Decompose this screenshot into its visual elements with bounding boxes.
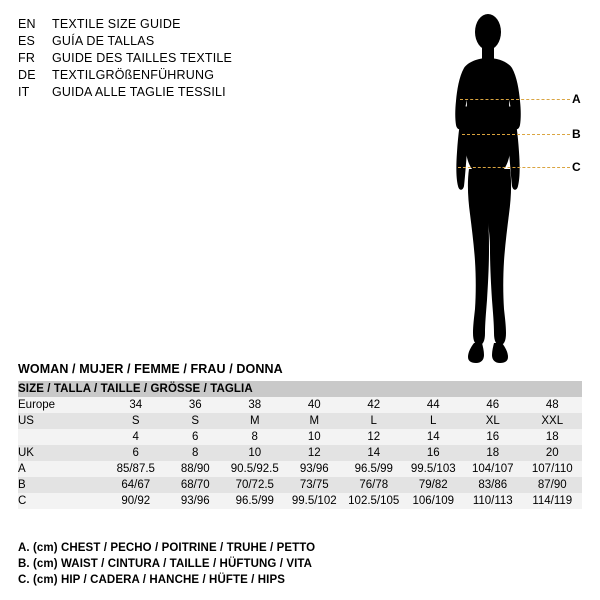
measure-label-b: B — [572, 127, 581, 141]
table-row — [18, 397, 582, 413]
table-cell: XXL — [523, 413, 583, 429]
table-cell: 42 — [344, 397, 404, 413]
table-cell: 10 — [225, 445, 285, 461]
language-header-block — [18, 16, 318, 101]
row-label: B — [18, 477, 106, 493]
row-label: A — [18, 461, 106, 477]
row-label: UK — [18, 445, 106, 461]
table-cell: XL — [463, 413, 523, 429]
table-cell: 46 — [463, 397, 523, 413]
table-cell: 96.5/99 — [344, 461, 404, 477]
table-cell: 107/110 — [523, 461, 583, 477]
language-row — [18, 50, 318, 67]
language-code: IT — [18, 85, 30, 99]
row-label: Europe — [18, 397, 106, 413]
table-cell: 64/67 — [106, 477, 166, 493]
language-code: FR — [18, 51, 36, 65]
table-cell: 90.5/92.5 — [225, 461, 285, 477]
table-cell: 12 — [285, 445, 345, 461]
table-cell: 76/78 — [344, 477, 404, 493]
table-cell: 6 — [106, 445, 166, 461]
table-cell: 68/70 — [166, 477, 226, 493]
language-code: ES — [18, 34, 36, 48]
table-cell: 90/92 — [106, 493, 166, 509]
language-title: GUIDA ALLE TAGLIE TESSILI — [52, 85, 226, 99]
table-cell: 79/82 — [404, 477, 464, 493]
table-cell: 70/72.5 — [225, 477, 285, 493]
table-header-cell: SIZE / TALLA / TAILLE / GRÖSSE / TAGLIA — [18, 381, 582, 397]
language-row — [18, 84, 318, 101]
female-silhouette-icon — [430, 6, 590, 376]
row-label: US — [18, 413, 106, 429]
table-row — [18, 429, 582, 445]
table-cell: L — [404, 413, 464, 429]
table-cell: 99.5/102 — [285, 493, 345, 509]
table-cell: 18 — [523, 429, 583, 445]
female-body-figure — [430, 6, 590, 376]
legend-row-waist: B. (cm) WAIST / CINTURA / TAILLE / HÜFTUNG / VITA — [18, 558, 313, 570]
measure-label-a: A — [572, 92, 581, 106]
table-cell: 16 — [404, 445, 464, 461]
table-cell: S — [166, 413, 226, 429]
measure-line-hip — [458, 167, 570, 168]
measure-label-c: C — [572, 160, 581, 174]
table-cell: 99.5/103 — [404, 461, 464, 477]
table-cell: 93/96 — [285, 461, 345, 477]
table-cell: M — [285, 413, 345, 429]
language-title: TEXTILGRÖßENFÜHRUNG — [52, 68, 215, 82]
table-row — [18, 477, 582, 493]
table-cell: 18 — [463, 445, 523, 461]
table-cell: 104/107 — [463, 461, 523, 477]
measurement-legend — [18, 540, 578, 588]
language-row — [18, 67, 318, 84]
measure-line-chest — [460, 99, 570, 100]
size-table — [18, 381, 582, 509]
table-row — [18, 413, 582, 429]
table-cell: S — [106, 413, 166, 429]
legend-row-hip: C. (cm) HIP / CADERA / HANCHE / HÜFTE / HIPS — [18, 574, 286, 586]
table-cell: 8 — [225, 429, 285, 445]
table-cell: 14 — [344, 445, 404, 461]
table-cell: 96.5/99 — [225, 493, 285, 509]
table-cell: 88/90 — [166, 461, 226, 477]
table-cell: 36 — [166, 397, 226, 413]
table-cell: 40 — [285, 397, 345, 413]
table-cell: 93/96 — [166, 493, 226, 509]
table-cell: 114/119 — [523, 493, 583, 509]
measure-line-waist — [462, 134, 570, 135]
table-cell: 85/87.5 — [106, 461, 166, 477]
language-code: EN — [18, 17, 36, 31]
table-cell: 102.5/105 — [344, 493, 404, 509]
table-row — [18, 445, 582, 461]
table-cell: 38 — [225, 397, 285, 413]
table-cell: 8 — [166, 445, 226, 461]
table-cell: 87/90 — [523, 477, 583, 493]
language-title: GUIDE DES TAILLES TEXTILE — [52, 51, 233, 65]
table-cell: 6 — [166, 429, 226, 445]
table-cell: L — [344, 413, 404, 429]
table-cell: 110/113 — [463, 493, 523, 509]
table-cell: 48 — [523, 397, 583, 413]
table-cell: 34 — [106, 397, 166, 413]
language-code: DE — [18, 68, 36, 82]
table-cell: 20 — [523, 445, 583, 461]
table-cell: 12 — [344, 429, 404, 445]
row-label: C — [18, 493, 106, 509]
size-table-area — [18, 362, 582, 509]
table-row — [18, 493, 582, 509]
table-cell: 4 — [106, 429, 166, 445]
language-title: GUÍA DE TALLAS — [52, 34, 155, 48]
table-section-title: WOMAN / MUJER / FEMME / FRAU / DONNA — [18, 362, 283, 376]
table-cell: 16 — [463, 429, 523, 445]
table-cell: 14 — [404, 429, 464, 445]
table-cell: 10 — [285, 429, 345, 445]
table-cell: 73/75 — [285, 477, 345, 493]
legend-row-chest: A. (cm) CHEST / PECHO / POITRINE / TRUHE / PETTO — [18, 542, 316, 554]
language-row — [18, 16, 318, 33]
table-cell: 106/109 — [404, 493, 464, 509]
table-cell: 83/86 — [463, 477, 523, 493]
table-cell: M — [225, 413, 285, 429]
language-title: TEXTILE SIZE GUIDE — [52, 17, 181, 31]
table-row — [18, 461, 582, 477]
table-cell: 44 — [404, 397, 464, 413]
language-row — [18, 33, 318, 50]
row-label — [18, 429, 106, 445]
table-header-row — [18, 381, 582, 397]
